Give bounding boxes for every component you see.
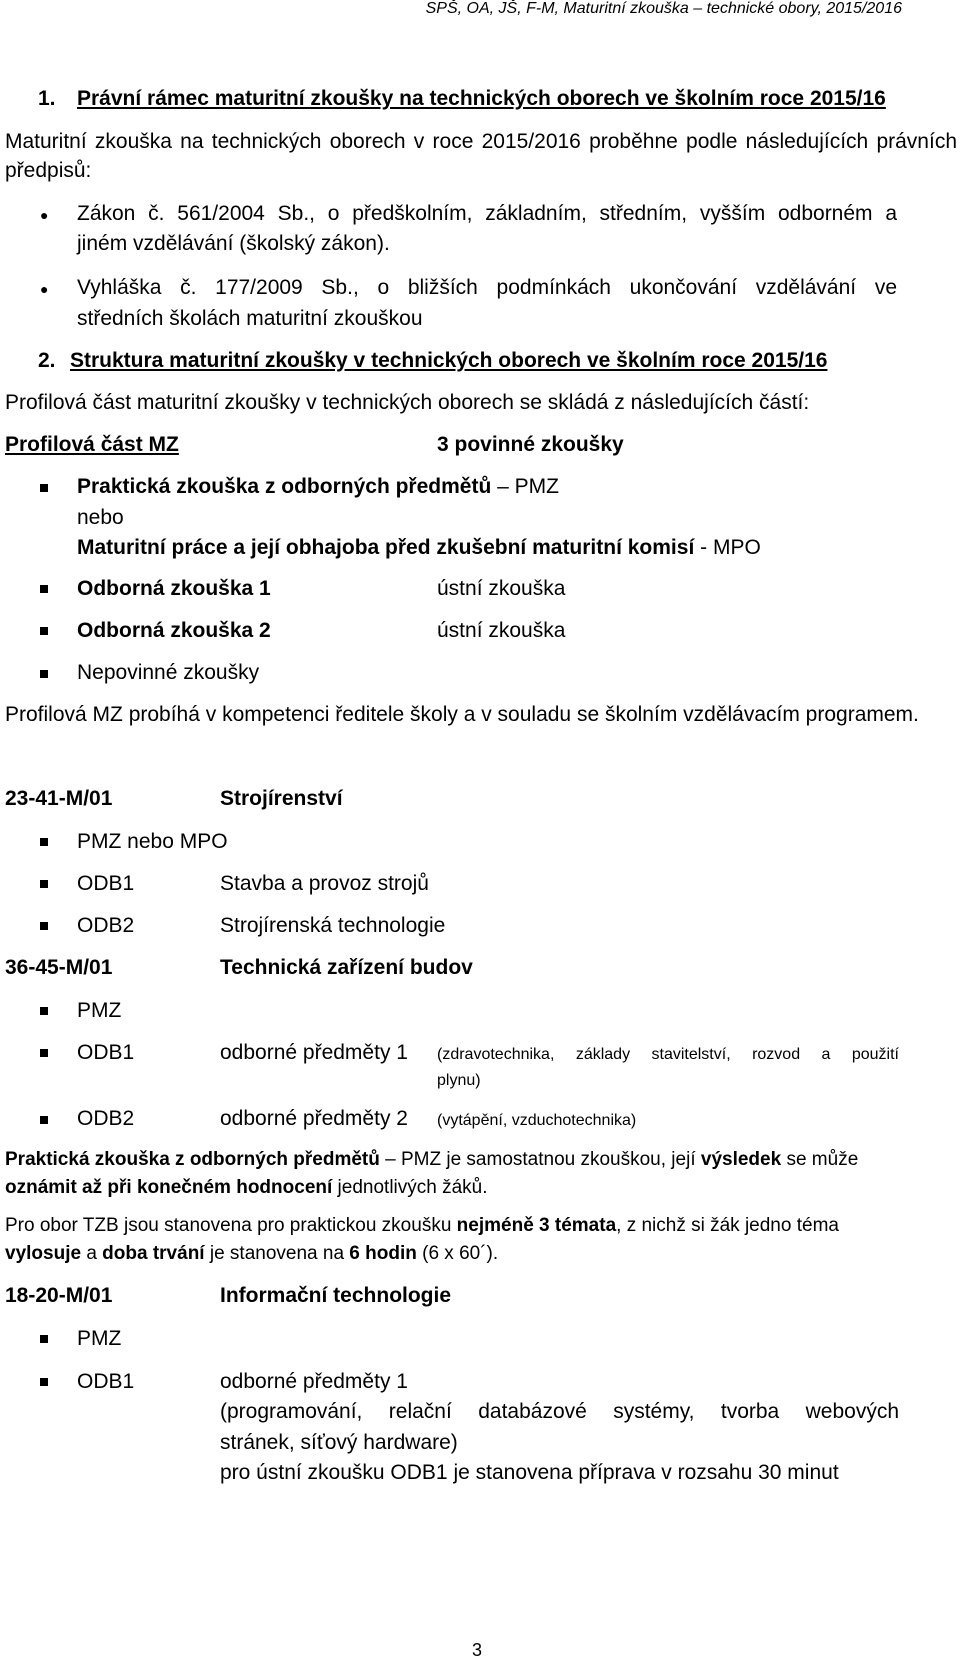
bullet-dot-icon: ● [40,207,49,223]
section1-heading: Právní rámec maturitní zkoušky na technických oborech ve školním roce 2015/16 [77,87,886,110]
note-text: se může [781,1149,859,1170]
exam1-alt-line [77,533,761,563]
profile-label: Profilová část MZ [5,433,179,456]
note-text: a [81,1243,103,1264]
field-row-extra: (programování, relační databázové systémy, tvorba webových [220,1400,899,1423]
running-header: SPŠ, OA, JŠ, F-M, Maturitní zkouška – technické obory, 2015/2016 [425,0,902,17]
square-bullet-icon [40,1335,48,1343]
field-row-value: odborné předměty 1 [220,1041,408,1064]
field-row-extra: stránek, síťový hardware) [220,1431,458,1454]
note-bold: 6 hodin [349,1243,417,1264]
profile-note: Profilová MZ probíhá v kompetenci ředitele školy a v souladu se školním vzdělávacím programem. [5,703,919,726]
square-bullet-icon [40,1116,48,1124]
exam1-or: nebo [77,506,124,529]
field-row-value: odborné předměty 2 [220,1107,408,1130]
square-bullet-icon [40,838,48,846]
exam1-line [77,472,559,502]
note-bold: nejméně 3 témata [456,1215,617,1236]
square-bullet-icon [40,585,48,593]
field-row-key: PMZ [77,1327,122,1350]
exam3-type: ústní zkouška [437,619,566,642]
square-bullet-icon [40,484,48,492]
section1-intro: Maturitní zkouška na technických oborech v roce 2015/2016 proběhne podle následujících právních předpisů: [5,130,957,182]
square-bullet-icon [40,670,48,678]
field-row-value: Stavba a provoz strojů [220,872,429,895]
note-bold: doba trvání [102,1243,205,1264]
note-text: – PMZ je samostatnou zkouškou, její [379,1149,701,1170]
note-bold: oznámit až při konečném hodnocení [5,1177,333,1198]
field-row-key: ODB2 [77,914,135,937]
field-row-value: odborné předměty 1 [220,1370,408,1393]
field-row-detail: (vytápění, vzduchotechnika) [437,1112,637,1129]
note-text: (6 x 60´). [416,1243,499,1264]
law-item-2-line2: středních školách maturitní zkouškou [77,307,423,330]
field-code: 23-41-M/01 [5,787,113,810]
square-bullet-icon [40,1049,48,1057]
field-name: Strojírenství [220,787,343,810]
exam2-title: Odborná zkouška 1 [77,577,271,600]
note-text: , z nichž si žák jedno téma [616,1215,839,1236]
optional-exams: Nepovinné zkoušky [77,661,260,684]
section1-number: 1. [38,87,56,110]
exam2-type: ústní zkouška [437,577,566,600]
section2-heading: Struktura maturitní zkoušky v technických oborech ve školním roce 2015/16 [70,349,828,372]
square-bullet-icon [40,627,48,635]
field-row-value: Strojírenská technologie [220,914,446,937]
page-number: 3 [472,1640,483,1660]
square-bullet-icon [40,1007,48,1015]
field-name: Technická zařízení budov [220,956,473,979]
exam1-title: Praktická zkouška z odborných předmětů [77,475,492,498]
field-name: Informační technologie [220,1284,452,1307]
field-row-key: ODB2 [77,1107,135,1130]
law-item-2-line1: Vyhláška č. 177/2009 Sb., o bližších podmínkách ukončování vzdělávání ve [77,276,897,299]
note-text: Pro obor TZB jsou stanovena pro praktickou zkoušku [5,1215,457,1236]
field-row-key: PMZ [77,999,122,1022]
field-row-detail: (zdravotechnika, základy stavitelství, rozvod a použití [437,1046,899,1063]
note-bold: Praktická zkouška z odborných předmětů [5,1149,380,1170]
exam1-code: – PMZ [491,475,559,498]
law-item-1-line2: jiném vzdělávání (školský zákon). [77,232,390,255]
square-bullet-icon [40,922,48,930]
note-text: je stanovena na [204,1243,350,1264]
field-row-key: ODB1 [77,1370,135,1393]
square-bullet-icon [40,1378,48,1386]
field-row-extra: pro ústní zkoušku ODB1 je stanovena příprava v rozsahu 30 minut [220,1461,839,1484]
field-row-key: ODB1 [77,872,135,895]
bullet-dot-icon: ● [40,281,49,297]
note-bold: vylosuje [5,1243,82,1264]
exam1-alt-code: - MPO [694,536,761,559]
tzb-note-1 [5,1146,957,1202]
section2-number: 2. [38,349,56,372]
field-row-key: ODB1 [77,1041,135,1064]
field-row-key: PMZ nebo MPO [77,830,228,853]
note-text: jednotlivých žáků. [332,1177,488,1198]
field-code: 18-20-M/01 [5,1284,113,1307]
tzb-note-2 [5,1212,957,1268]
field-row-detail-cont: plynu) [437,1072,481,1089]
field-code: 36-45-M/01 [5,956,113,979]
profile-count: 3 povinné zkoušky [437,433,624,456]
note-bold: výsledek [700,1149,782,1170]
law-item-1-line1: Zákon č. 561/2004 Sb., o předškolním, základním, středním, vyšším odborném a [77,202,897,225]
section2-intro: Profilová část maturitní zkoušky v technických oborech se skládá z následujících částí: [5,391,810,414]
exam1-alt-title: Maturitní práce a její obhajoba před zkušební maturitní komisí [77,536,695,559]
square-bullet-icon [40,880,48,888]
exam3-title: Odborná zkouška 2 [77,619,271,642]
